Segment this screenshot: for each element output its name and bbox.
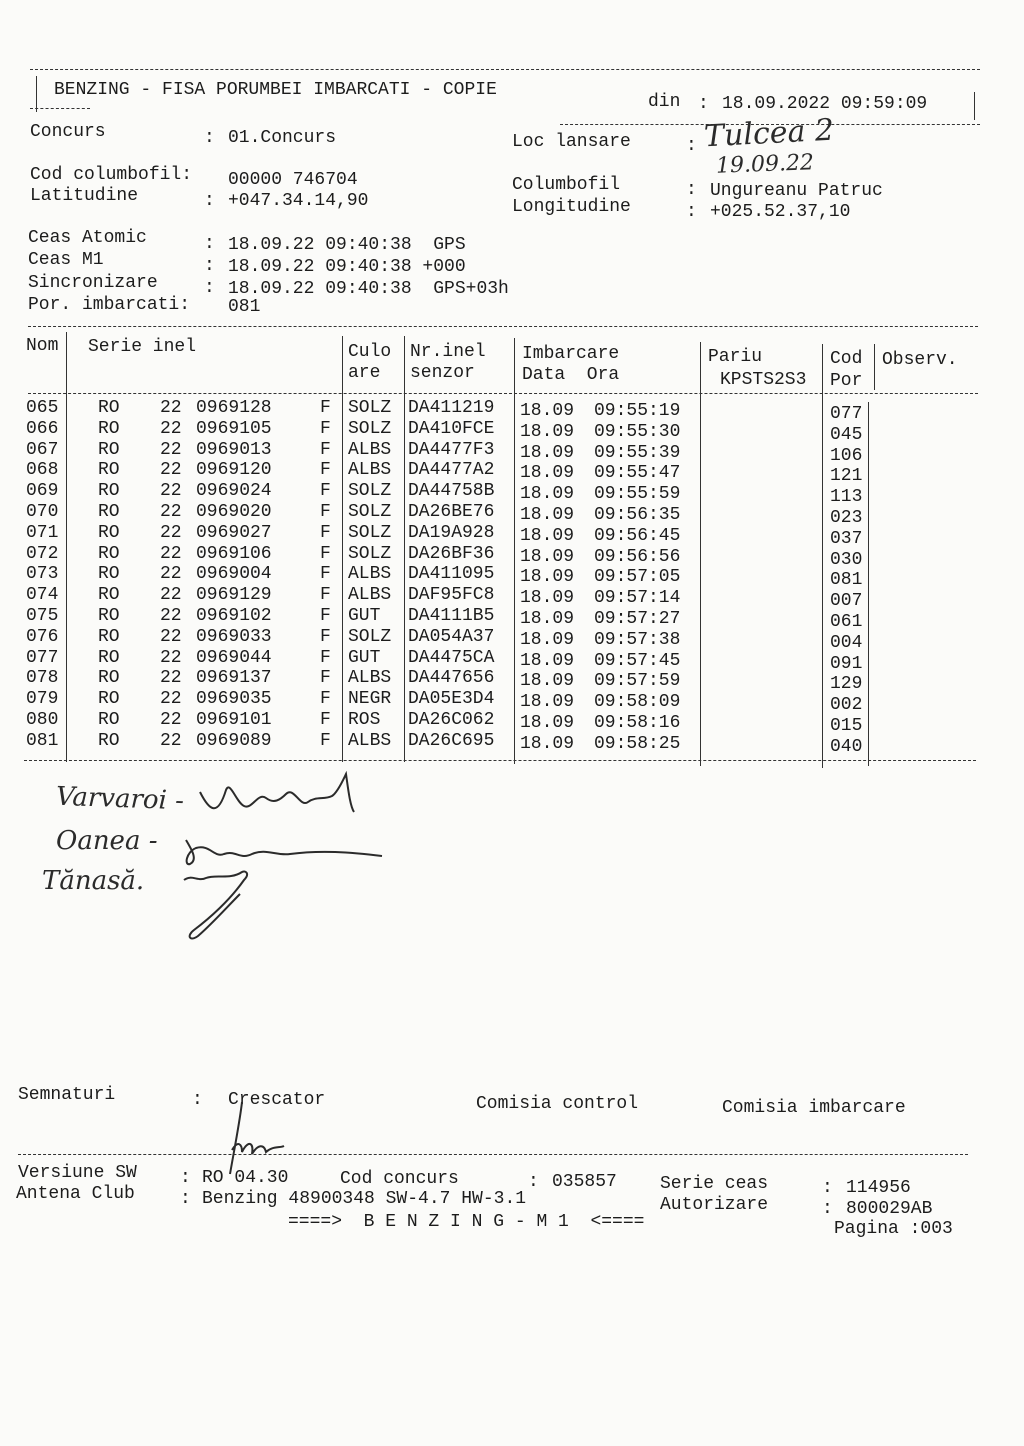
col-rule-pariu	[700, 342, 701, 766]
row-year: 22	[160, 564, 182, 585]
row-cod: 091	[830, 653, 863, 674]
row-cod: 129	[830, 674, 863, 695]
col-rule-nrinel	[404, 336, 405, 762]
row-country: RO	[98, 730, 120, 751]
row-time: 09:55:19	[594, 401, 681, 421]
row-country: RO	[98, 439, 120, 460]
signature-1	[196, 772, 366, 822]
row-time: 09:58:09	[594, 692, 681, 713]
signature-3	[180, 866, 270, 946]
ceas-m1-label: Ceas M1	[28, 250, 104, 270]
row-time: 09:56:35	[594, 505, 681, 525]
handwritten-name-3: Tănasă.	[42, 866, 145, 896]
row-ring-number: 0969013	[196, 439, 272, 460]
colon: :	[204, 256, 215, 276]
row-country: RO	[98, 460, 120, 481]
semnaturi-label: Semnaturi	[18, 1085, 116, 1105]
row-color: ALBS	[348, 730, 392, 751]
row-nom: 074	[26, 585, 59, 606]
row-ring-number: 0969102	[196, 606, 272, 626]
row-ring-number: 0969024	[196, 481, 272, 502]
row-cod: 045	[830, 424, 863, 445]
sincronizare-value: 18.09.22 09:40:38 GPS+03h	[228, 279, 509, 299]
row-year: 22	[160, 502, 182, 522]
colon: :	[204, 234, 215, 254]
print-date: 18.09.2022 09:59:09	[722, 94, 928, 114]
benzing-banner: ====> B E N Z I N G - M 1 <====	[288, 1212, 645, 1232]
row-country: RO	[98, 543, 120, 564]
row-year: 22	[160, 522, 182, 543]
footer-top-rule	[18, 1154, 968, 1155]
ceas-m1-value: 18.09.22 09:40:38 +000	[228, 257, 466, 277]
sincronizare-label: Sincronizare	[28, 273, 158, 293]
col-rule-cod	[822, 344, 823, 768]
versiune-value: RO 04.30	[202, 1168, 289, 1188]
autorizare-label: Autorizare	[660, 1195, 769, 1215]
longitudine-label: Longitudine	[512, 197, 631, 217]
row-nom: 070	[26, 502, 59, 522]
row-sensor-ring: DA26C062	[408, 710, 495, 730]
col-header-nrinel-1: Nr.inel	[410, 342, 486, 362]
row-year: 22	[160, 543, 182, 564]
row-sex: F	[320, 585, 331, 606]
row-color: SOLZ	[348, 418, 392, 439]
columbofil-value: Ungureanu Patruc	[710, 181, 883, 201]
row-color: GUT	[348, 606, 381, 626]
row-country: RO	[98, 564, 120, 585]
document-title: BENZING - FISA PORUMBEI IMBARCATI - COPIE	[54, 80, 497, 100]
loc-lansare-handwritten: Tulcea 2	[703, 112, 835, 155]
cod-columbofil-label: Cod columbofil:	[30, 165, 193, 185]
row-color: SOLZ	[348, 522, 392, 543]
row-time: 09:55:47	[594, 463, 681, 484]
row-year: 22	[160, 626, 182, 647]
row-nom: 077	[26, 647, 59, 668]
row-color: SOLZ	[348, 398, 392, 418]
row-date: 18.09	[520, 588, 575, 609]
versiune-label: Versiune SW	[18, 1163, 137, 1183]
col-rule-observ	[874, 344, 875, 390]
row-nom: 066	[26, 418, 59, 439]
row-sex: F	[320, 647, 331, 668]
row-sex: F	[320, 606, 331, 626]
row-date: 18.09	[520, 609, 575, 629]
row-color: SOLZ	[348, 481, 392, 502]
comisia-imbarcare-label: Comisia imbarcare	[722, 1098, 906, 1118]
row-ring-number: 0969105	[196, 418, 272, 439]
row-date: 18.09	[520, 567, 575, 588]
row-year: 22	[160, 481, 182, 502]
col-header-imbarcare-1: Imbarcare	[522, 344, 620, 364]
row-color: ALBS	[348, 585, 392, 606]
ceas-atomic-value: 18.09.22 09:40:38 GPS	[228, 235, 466, 255]
row-ring-number: 0969128	[196, 398, 272, 418]
row-color: GUT	[348, 647, 381, 668]
row-country: RO	[98, 522, 120, 543]
row-sensor-ring: DA054A37	[408, 626, 495, 647]
row-nom: 078	[26, 668, 59, 689]
colon: :	[822, 1199, 833, 1219]
row-time: 09:56:45	[594, 525, 681, 546]
row-date: 18.09	[520, 546, 575, 567]
colon: :	[192, 1090, 203, 1110]
row-sex: F	[320, 710, 331, 730]
row-cod: 040	[830, 736, 863, 757]
row-color: SOLZ	[348, 626, 392, 647]
row-nom: 080	[26, 710, 59, 730]
row-country: RO	[98, 668, 120, 689]
header-separator-rule	[28, 393, 978, 394]
antena-value: Benzing 48900348 SW-4.7 HW-3.1	[202, 1189, 527, 1209]
row-nom: 068	[26, 460, 59, 481]
row-sensor-ring: DA411219	[408, 398, 495, 418]
row-ring-number: 0969020	[196, 502, 272, 522]
colon: :	[204, 278, 215, 298]
row-cod: 113	[830, 487, 863, 508]
row-time: 09:57:05	[594, 567, 681, 588]
row-date: 18.09	[520, 692, 575, 713]
row-date: 18.09	[520, 629, 575, 650]
por-imbarcati-label: Por. imbarcati:	[28, 295, 191, 315]
row-color: NEGR	[348, 689, 392, 710]
row-cod: 037	[830, 528, 863, 549]
colon: :	[686, 180, 697, 200]
row-date: 18.09	[520, 650, 575, 671]
row-date: 18.09	[520, 421, 575, 442]
row-sensor-ring: DA410FCE	[408, 418, 495, 439]
row-ring-number: 0969035	[196, 689, 272, 710]
row-ring-number: 0969129	[196, 585, 272, 606]
row-sex: F	[320, 502, 331, 522]
row-sex: F	[320, 689, 331, 710]
row-sex: F	[320, 460, 331, 481]
col-rule-nom	[66, 332, 67, 762]
col-header-observatii: Observ.	[882, 350, 958, 370]
handwritten-name-1: Varvaroi -	[55, 781, 185, 817]
row-date: 18.09	[520, 442, 575, 463]
row-ring-number: 0969120	[196, 460, 272, 481]
row-color: ALBS	[348, 564, 392, 585]
row-year: 22	[160, 689, 182, 710]
latitudine-label: Latitudine	[30, 186, 139, 206]
colon: :	[822, 1178, 833, 1198]
colon: :	[686, 202, 697, 222]
row-country: RO	[98, 710, 120, 730]
row-sensor-ring: DA4111B5	[408, 606, 495, 626]
row-nom: 073	[26, 564, 59, 585]
cod-columbofil-value: 00000 746704	[228, 170, 358, 190]
row-sex: F	[320, 668, 331, 689]
row-year: 22	[160, 710, 182, 730]
row-year: 22	[160, 668, 182, 689]
row-country: RO	[98, 647, 120, 668]
row-year: 22	[160, 439, 182, 460]
row-time: 09:55:39	[594, 442, 681, 463]
col-rule-imbarcare	[514, 338, 515, 764]
row-sex: F	[320, 418, 331, 439]
latitudine-value: +047.34.14,90	[228, 191, 369, 211]
row-time: 09:55:30	[594, 421, 681, 442]
row-nom: 081	[26, 730, 59, 751]
row-date: 18.09	[520, 463, 575, 484]
row-sensor-ring: DA19A928	[408, 522, 495, 543]
row-cod: 106	[830, 445, 863, 466]
row-nom: 072	[26, 543, 59, 564]
row-ring-number: 0969089	[196, 730, 272, 751]
header-top-rule	[30, 69, 980, 70]
row-nom: 071	[26, 522, 59, 543]
row-time: 09:56:56	[594, 546, 681, 567]
row-color: ALBS	[348, 439, 392, 460]
row-sensor-ring: DA26C695	[408, 730, 495, 751]
row-ring-number: 0969004	[196, 564, 272, 585]
row-ring-number: 0969027	[196, 522, 272, 543]
row-year: 22	[160, 606, 182, 626]
table-top-rule	[28, 326, 978, 327]
row-time: 09:57:45	[594, 650, 681, 671]
row-country: RO	[98, 689, 120, 710]
colon: :	[686, 136, 697, 156]
col-rule-culoare	[342, 336, 343, 762]
row-ring-number: 0969033	[196, 626, 272, 647]
cod-concurs-label: Cod concurs	[340, 1169, 459, 1189]
row-nom: 065	[26, 398, 59, 418]
row-color: ROS	[348, 710, 381, 730]
row-time: 09:57:38	[594, 629, 681, 650]
por-imbarcati-value: 081	[228, 297, 261, 317]
col-header-pariu-1: Pariu	[708, 347, 763, 367]
row-ring-number: 0969137	[196, 668, 272, 689]
row-sensor-ring: DA05E3D4	[408, 689, 495, 710]
row-cod: 077	[830, 404, 863, 424]
col-header-culoare-2: are	[348, 363, 381, 383]
col-header-cod-1: Cod	[830, 349, 863, 369]
row-color: ALBS	[348, 460, 392, 481]
row-time: 09:55:59	[594, 484, 681, 505]
col-header-culoare-1: Culo	[348, 342, 392, 362]
row-year: 22	[160, 398, 182, 418]
row-sensor-ring: DA26BF36	[408, 543, 495, 564]
row-nom: 069	[26, 481, 59, 502]
row-sex: F	[320, 626, 331, 647]
colon: :	[528, 1172, 539, 1192]
row-sensor-ring: DA44758B	[408, 481, 495, 502]
row-sensor-ring: DA4475CA	[408, 647, 495, 668]
colon: :	[180, 1168, 191, 1188]
row-year: 22	[160, 585, 182, 606]
row-sensor-ring: DA26BE76	[408, 502, 495, 522]
header-left-rule	[36, 76, 37, 112]
row-year: 22	[160, 647, 182, 668]
row-date: 18.09	[520, 525, 575, 546]
col-header-serie: Serie inel	[88, 337, 197, 357]
table-bottom-rule	[24, 760, 976, 761]
row-nom: 079	[26, 689, 59, 710]
col-rule-observ-lower	[868, 402, 869, 766]
row-cod: 015	[830, 716, 863, 736]
row-date: 18.09	[520, 401, 575, 421]
colon: :	[204, 128, 215, 148]
row-cod: 081	[830, 570, 863, 591]
header-right-rule	[974, 92, 975, 120]
row-date: 18.09	[520, 713, 575, 733]
row-cod: 002	[830, 695, 863, 716]
colon: :	[204, 191, 215, 211]
row-time: 09:57:14	[594, 588, 681, 609]
row-date: 18.09	[520, 671, 575, 692]
row-sensor-ring: DA4477F3	[408, 439, 495, 460]
row-sex: F	[320, 398, 331, 418]
row-year: 22	[160, 460, 182, 481]
row-ring-number: 0969106	[196, 543, 272, 564]
row-time: 09:58:16	[594, 713, 681, 733]
row-sex: F	[320, 439, 331, 460]
concurs-value: 01.Concurs	[228, 128, 337, 148]
col-header-imbarcare-2: Data Ora	[522, 365, 620, 385]
row-cod: 030	[830, 549, 863, 570]
serie-ceas-label: Serie ceas	[660, 1174, 769, 1194]
row-sex: F	[320, 522, 331, 543]
row-country: RO	[98, 606, 120, 626]
row-time: 09:57:27	[594, 609, 681, 629]
page-number: Pagina :003	[834, 1219, 953, 1239]
row-nom: 076	[26, 626, 59, 647]
row-sensor-ring: DAF95FC8	[408, 585, 495, 606]
row-sex: F	[320, 481, 331, 502]
row-year: 22	[160, 730, 182, 751]
loc-lansare-label: Loc lansare	[512, 132, 631, 152]
longitudine-value: +025.52.37,10	[710, 202, 851, 222]
row-country: RO	[98, 626, 120, 647]
row-date: 18.09	[520, 484, 575, 505]
col-header-nom: Nom	[26, 336, 59, 356]
header-bottom-rule	[30, 108, 90, 109]
row-sensor-ring: DA447656	[408, 668, 495, 689]
col-header-cod-2: Por	[830, 371, 863, 391]
row-sex: F	[320, 730, 331, 751]
row-cod: 061	[830, 612, 863, 632]
row-cod: 004	[830, 632, 863, 653]
row-country: RO	[98, 502, 120, 522]
antena-label: Antena Club	[16, 1184, 135, 1204]
crescator-label: Crescator	[228, 1090, 326, 1110]
row-year: 22	[160, 418, 182, 439]
columbofil-label: Columbofil	[512, 175, 621, 195]
row-nom: 075	[26, 606, 59, 626]
comisia-control-label: Comisia control	[476, 1094, 639, 1114]
serie-ceas-value: 114956	[846, 1178, 911, 1198]
autorizare-value: 800029AB	[846, 1199, 933, 1219]
row-date: 18.09	[520, 505, 575, 525]
handwritten-name-2: Oanea -	[56, 826, 158, 856]
row-sex: F	[320, 564, 331, 585]
row-sensor-ring: DA411095	[408, 564, 495, 585]
row-date: 18.09	[520, 733, 575, 754]
col-header-nrinel-2: senzor	[410, 363, 475, 383]
row-ring-number: 0969044	[196, 647, 272, 668]
row-country: RO	[98, 585, 120, 606]
row-time: 09:58:25	[594, 733, 681, 754]
row-sex: F	[320, 543, 331, 564]
concurs-label: Concurs	[30, 122, 106, 142]
date-label: din	[648, 92, 681, 112]
colon: :	[180, 1189, 191, 1209]
row-country: RO	[98, 418, 120, 439]
row-color: ALBS	[348, 668, 392, 689]
colon: :	[698, 94, 709, 114]
row-cod: 023	[830, 508, 863, 528]
col-header-pariu-2: KPSTS2S3	[720, 370, 807, 390]
row-cod: 121	[830, 466, 863, 487]
loc-lansare-handwritten-date: 19.09.22	[715, 150, 815, 179]
ceas-atomic-label: Ceas Atomic	[28, 228, 147, 248]
row-ring-number: 0969101	[196, 710, 272, 730]
row-color: SOLZ	[348, 502, 392, 522]
row-sensor-ring: DA4477A2	[408, 460, 495, 481]
row-country: RO	[98, 481, 120, 502]
row-color: SOLZ	[348, 543, 392, 564]
row-country: RO	[98, 398, 120, 418]
row-cod: 007	[830, 591, 863, 612]
row-time: 09:57:59	[594, 671, 681, 692]
cod-concurs-value: 035857	[552, 1172, 617, 1192]
row-nom: 067	[26, 439, 59, 460]
